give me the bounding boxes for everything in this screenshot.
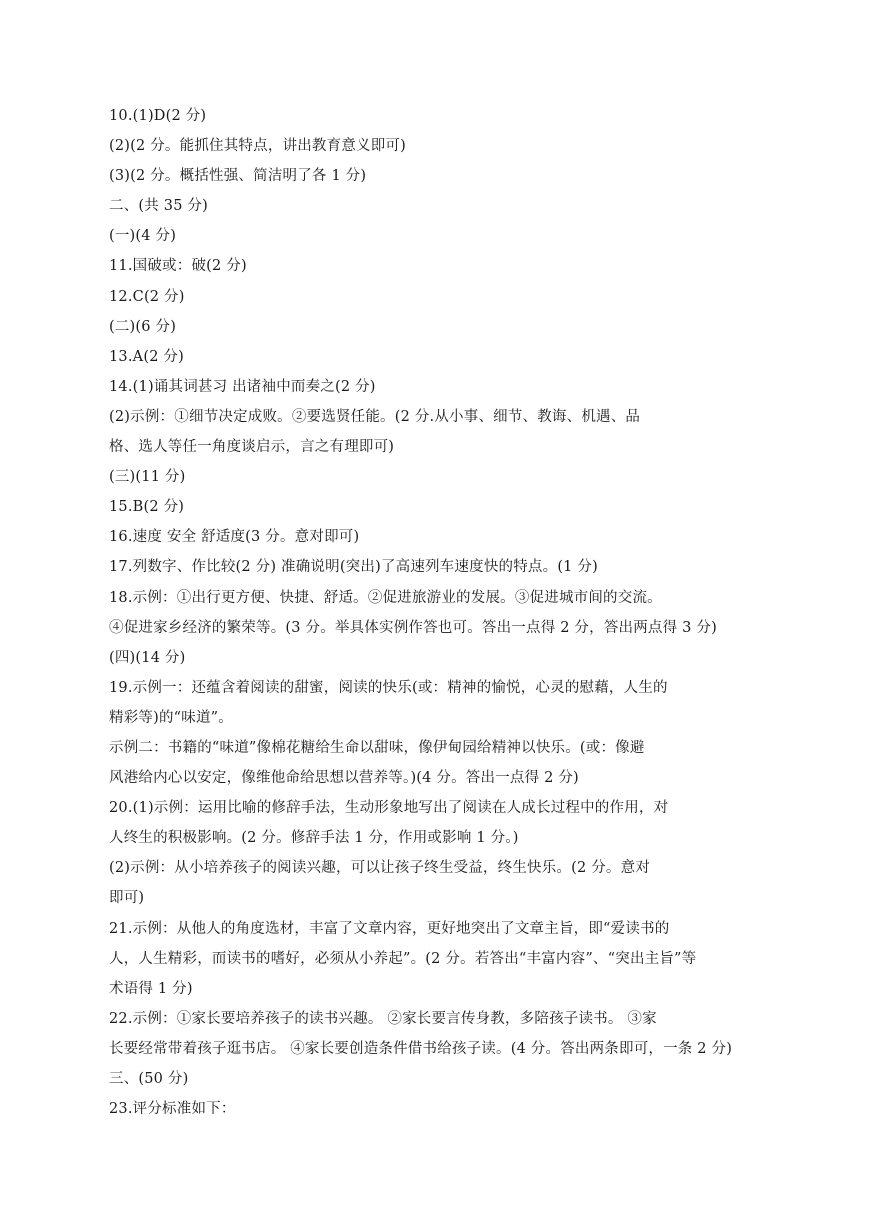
answer-line: 10.(1)D(2 分) xyxy=(109,108,207,124)
subsection-heading: (二)(6 分) xyxy=(109,318,177,335)
section-heading: 三、(50 分) xyxy=(109,1071,189,1087)
answer-line: 11.国破或：破(2 分) xyxy=(109,258,247,275)
answer-line: (2)示例：从小培养孩子的阅读兴趣，可以让孩子终生受益，终生快乐。(2 分。意对 xyxy=(109,860,651,877)
answer-line: 人，人生精彩，而读书的嗜好，必须从小养起”。(2 分。若答出“丰富内容”、“突出主旨”等 xyxy=(109,950,697,967)
answer-line: 17.列数字、作比较(2 分) 准确说明(突出)了高速列车速度快的特点。(1 分) xyxy=(109,559,598,576)
answer-line: 长要经常带着孩子逛书店。 ④家长要创造条件借书给孩子读。(4 分。答出两条即可，一条 2 分) xyxy=(109,1040,733,1057)
answer-line: 23.评分标准如下： xyxy=(109,1101,236,1118)
answer-line: 13.A(2 分) xyxy=(109,348,184,365)
answer-line: 20.(1)示例：运用比喻的修辞手法，生动形象地写出了阅读在人成长过程中的作用，对 xyxy=(109,800,669,817)
subsection-heading: (三)(11 分) xyxy=(109,469,186,486)
answer-line: 格、选人等任一角度谈启示，言之有理即可) xyxy=(109,439,395,456)
answer-line: ④促进家乡经济的繁荣等。(3 分。举具体实例作答也可。答出一点得 2 分，答出两点得 3 分) xyxy=(109,619,717,636)
answer-line: 16.速度 安全 舒适度(3 分。意对即可) xyxy=(109,529,360,546)
answer-line: 人终生的积极影响。(2 分。修辞手法 1 分，作用或影响 1 分。) xyxy=(109,830,519,847)
answer-line: 14.(1)诵其词甚习 出诸袖中而奏之(2 分) xyxy=(109,378,376,395)
answer-line: 即可) xyxy=(109,890,145,907)
answer-line: (3)(2 分。概括性强、简洁明了各 1 分) xyxy=(109,168,367,185)
answer-line: 21.示例：从他人的角度选材，丰富了文章内容，更好地突出了文章主旨，即“爱读书的 xyxy=(109,920,670,937)
answer-line: 示例二：书籍的“味道”像棉花糖给生命以甜味，像伊甸园给精神以快乐。(或：像避 xyxy=(109,739,645,756)
answer-line: 风港给内心以安定，像维他命给思想以营养等。)(4 分。答出一点得 2 分) xyxy=(109,770,579,787)
answer-line: 精彩等)的“味道”。 xyxy=(109,709,233,726)
answer-line: 术语得 1 分) xyxy=(109,980,193,997)
answer-key-document xyxy=(109,101,809,1124)
answer-line: (2)(2 分。能抓住其特点，讲出教育意义即可) xyxy=(109,138,406,155)
answer-line: 22.示例：①家长要培养孩子的读书兴趣。 ②家长要言传身教，多陪孩子读书。 ③家 xyxy=(109,1010,657,1027)
answer-line: 15.B(2 分) xyxy=(109,499,185,516)
answer-line: 19.示例一：还蕴含着阅读的甜蜜，阅读的快乐(或：精神的愉悦，心灵的慰藉，人生的 xyxy=(109,679,668,696)
subsection-heading: (四)(14 分) xyxy=(109,649,186,666)
section-heading: 二、(共 35 分) xyxy=(109,198,208,215)
answer-line: 18.示例：①出行更方便、快捷、舒适。②促进旅游业的发展。③促进城市间的交流。 xyxy=(109,589,662,606)
answer-line: (2)示例：①细节决定成败。②要选贤任能。(2 分.从小事、细节、教诲、机遇、品 xyxy=(109,408,641,425)
subsection-heading: (一)(4 分) xyxy=(109,228,177,245)
answer-line: 12.C(2 分) xyxy=(109,288,185,305)
